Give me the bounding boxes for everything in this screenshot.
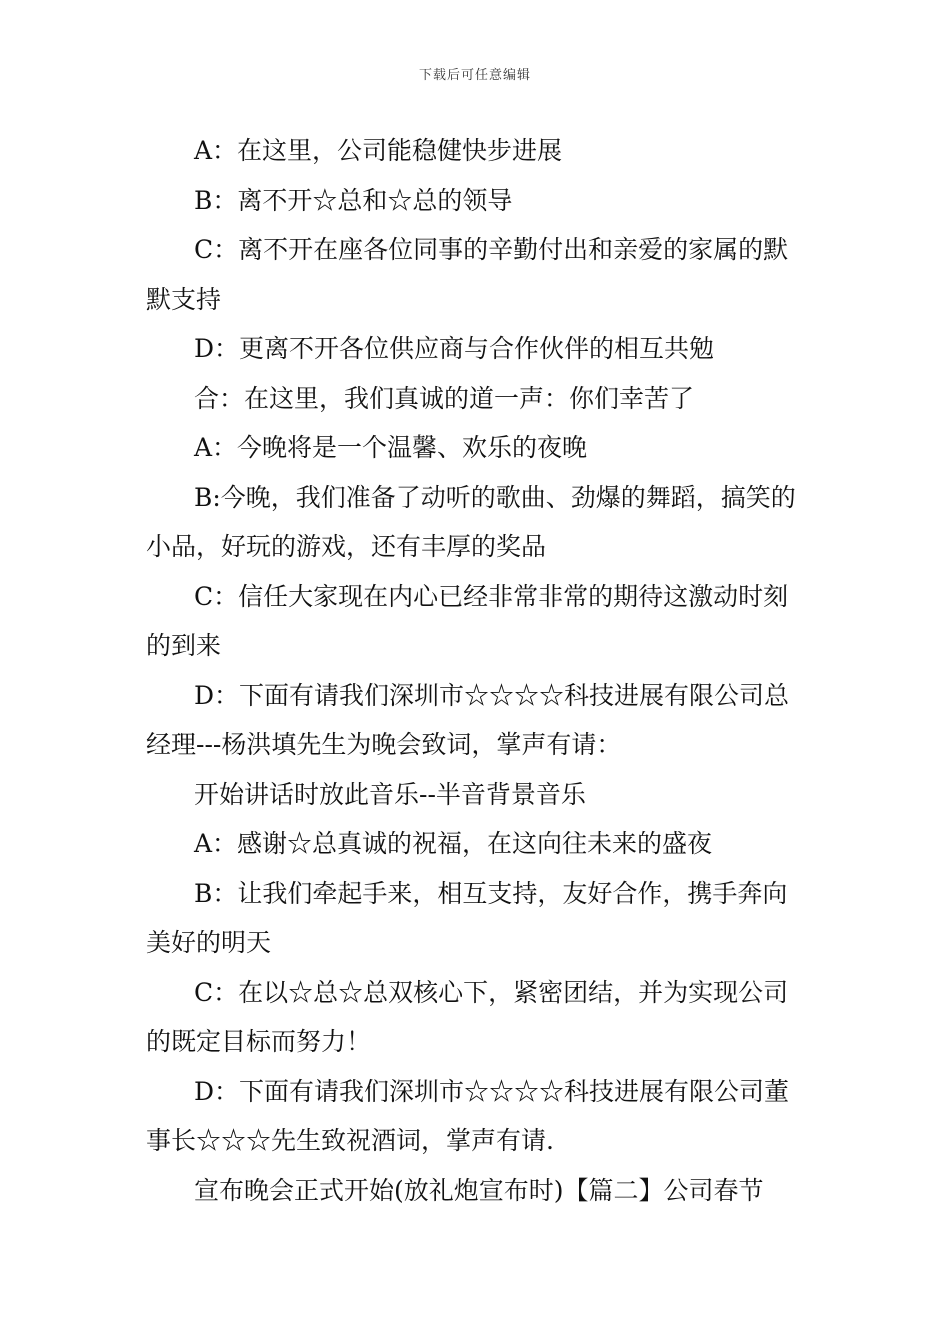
paragraph-a-company-progress: A：在这里，公司能稳健快步进展 xyxy=(194,136,563,165)
paragraph-d-partners: D：更离不开各位供应商与合作伙伴的相互共勉 xyxy=(194,334,715,363)
paragraph-d-gm-speech: D：下面有请我们深圳市☆☆☆☆科技进展有限公司总经理---杨洪填先生为晚会致词，掌声有请： xyxy=(146,680,790,759)
paragraph-d-chairman-toast: D：下面有请我们深圳市☆☆☆☆科技进展有限公司董事长☆☆☆先生致祝酒词，掌声有请. xyxy=(146,1076,790,1155)
paragraph-c-expectation: C：信任大家现在内心已经非常非常的期待这激动时刻的到来 xyxy=(146,581,789,660)
paragraph-a-tonight: A：今晚将是一个温馨、欢乐的夜晚 xyxy=(194,433,588,462)
paragraph-music-cue: 开始讲话时放此音乐--半音背景音乐 xyxy=(194,779,586,809)
paragraph-together-thanks: 合：在这里，我们真诚的道一声：你们幸苦了 xyxy=(194,383,695,413)
paragraph-b-program: B:今晚，我们准备了动听的歌曲、劲爆的舞蹈，搞笑的小品，好玩的游戏，还有丰厚的奖品 xyxy=(146,482,796,561)
page-header: 下载后可任意编辑 xyxy=(418,68,531,83)
paragraph-a-thanks: A：感谢☆总真诚的祝福，在这向往未来的盛夜 xyxy=(194,829,713,858)
paragraph-b-leadership: B：离不开☆总和☆总的领导 xyxy=(194,185,513,215)
paragraph-opening-announcement: 宣布晚会正式开始(放礼炮宣布时)【篇二】公司春节 xyxy=(194,1175,764,1205)
paragraph-b-cooperation: B：让我们牵起手来，相互支持，友好合作，携手奔向美好的明天 xyxy=(146,878,788,957)
document-body xyxy=(146,126,810,1215)
paragraph-c-colleagues: C：离不开在座各位同事的辛勤付出和亲爱的家属的默默支持 xyxy=(146,235,789,314)
paragraph-c-goals: C：在以☆总☆总双核心下，紧密团结，并为实现公司的既定目标而努力！ xyxy=(146,977,789,1056)
